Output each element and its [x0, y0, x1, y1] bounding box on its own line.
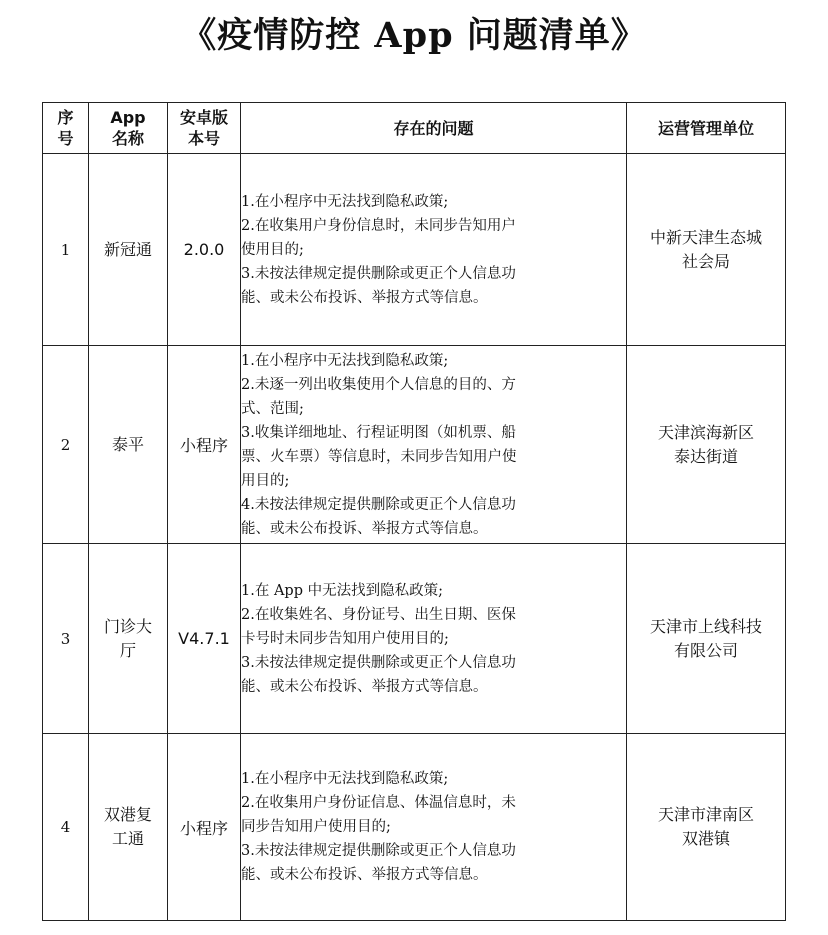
operator-cell: 天津市上线科技 有限公司	[627, 544, 786, 734]
issue-line: 3.未按法律规定提供删除或更正个人信息功	[241, 843, 516, 859]
issue-line: 3.收集详细地址、行程证明图（如机票、船	[241, 424, 516, 441]
issue-line: 用目的;	[241, 472, 290, 489]
issue-line: 4.未按法律规定提供删除或更正个人信息功	[241, 496, 516, 513]
issues-cell	[241, 544, 627, 734]
issues-cell	[241, 346, 627, 544]
issue-line: 能、或未公布投诉、举报方式等信息。	[241, 289, 488, 306]
table-row	[43, 544, 786, 734]
header-issues: 存在的问题	[241, 103, 627, 154]
issue-line: 票、火车票）等信息时，未同步告知用户使	[241, 448, 517, 465]
header-android-version: 安卓版 本号	[168, 103, 241, 154]
row-number: 3	[43, 544, 89, 734]
issue-line: 2.未逐一列出收集使用个人信息的目的、方	[241, 376, 516, 393]
operator-cell: 中新天津生态城 社会局	[627, 154, 786, 346]
header-number: 序 号	[43, 103, 89, 154]
issue-line: 3.未按法律规定提供删除或更正个人信息功	[241, 265, 516, 282]
issue-line: 3.未按法律规定提供删除或更正个人信息功	[241, 654, 516, 671]
app-name: 新冠通	[89, 154, 168, 346]
app-name: 泰平	[89, 346, 168, 544]
app-issues-table	[42, 102, 786, 921]
issue-line: 使用目的;	[241, 241, 304, 258]
issue-line: 1.在小程序中无法找到隐私政策;	[241, 193, 449, 210]
issue-line: 式、范围;	[241, 400, 304, 417]
issues-cell	[241, 154, 627, 346]
issue-line: 2.在收集用户身份信息时，未同步告知用户	[241, 217, 516, 234]
operator-cell: 天津市津南区 双港镇	[627, 734, 786, 921]
app-version: 小程序	[168, 346, 241, 544]
issue-line: 能、或未公布投诉、举报方式等信息。	[241, 867, 488, 883]
issue-line: 同步告知用户使用目的;	[241, 819, 391, 835]
issue-line: 能、或未公布投诉、举报方式等信息。	[241, 520, 488, 537]
issue-line: 2.在收集姓名、身份证号、出生日期、医保	[241, 606, 516, 623]
operator-cell: 天津滨海新区 泰达街道	[627, 346, 786, 544]
row-number: 4	[43, 734, 89, 921]
table-header-row	[43, 103, 786, 154]
row-number: 2	[43, 346, 89, 544]
row-number: 1	[43, 154, 89, 346]
app-name: 门诊大 厅	[89, 544, 168, 734]
app-name: 双港复 工通	[89, 734, 168, 921]
header-operator: 运营管理单位	[627, 103, 786, 154]
app-version: V4.7.1	[168, 544, 241, 734]
app-version: 小程序	[168, 734, 241, 921]
issue-line: 2.在收集用户身份证信息、体温信息时，未	[241, 795, 516, 811]
table-row	[43, 734, 786, 921]
app-version: 2.0.0	[168, 154, 241, 346]
issue-line: 1.在小程序中无法找到隐私政策;	[241, 771, 449, 787]
table-row	[43, 346, 786, 544]
issue-line: 1.在小程序中无法找到隐私政策;	[241, 352, 449, 369]
issue-line: 能、或未公布投诉、举报方式等信息。	[241, 678, 488, 695]
issue-line: 1.在 App 中无法找到隐私政策;	[241, 582, 443, 599]
issues-cell	[241, 734, 627, 921]
header-app-name: App 名称	[89, 103, 168, 154]
table-row	[43, 154, 786, 346]
issue-line: 卡号时未同步告知用户使用目的;	[241, 630, 449, 647]
document-title: 《疫情防控 App 问题清单》	[181, 15, 647, 56]
